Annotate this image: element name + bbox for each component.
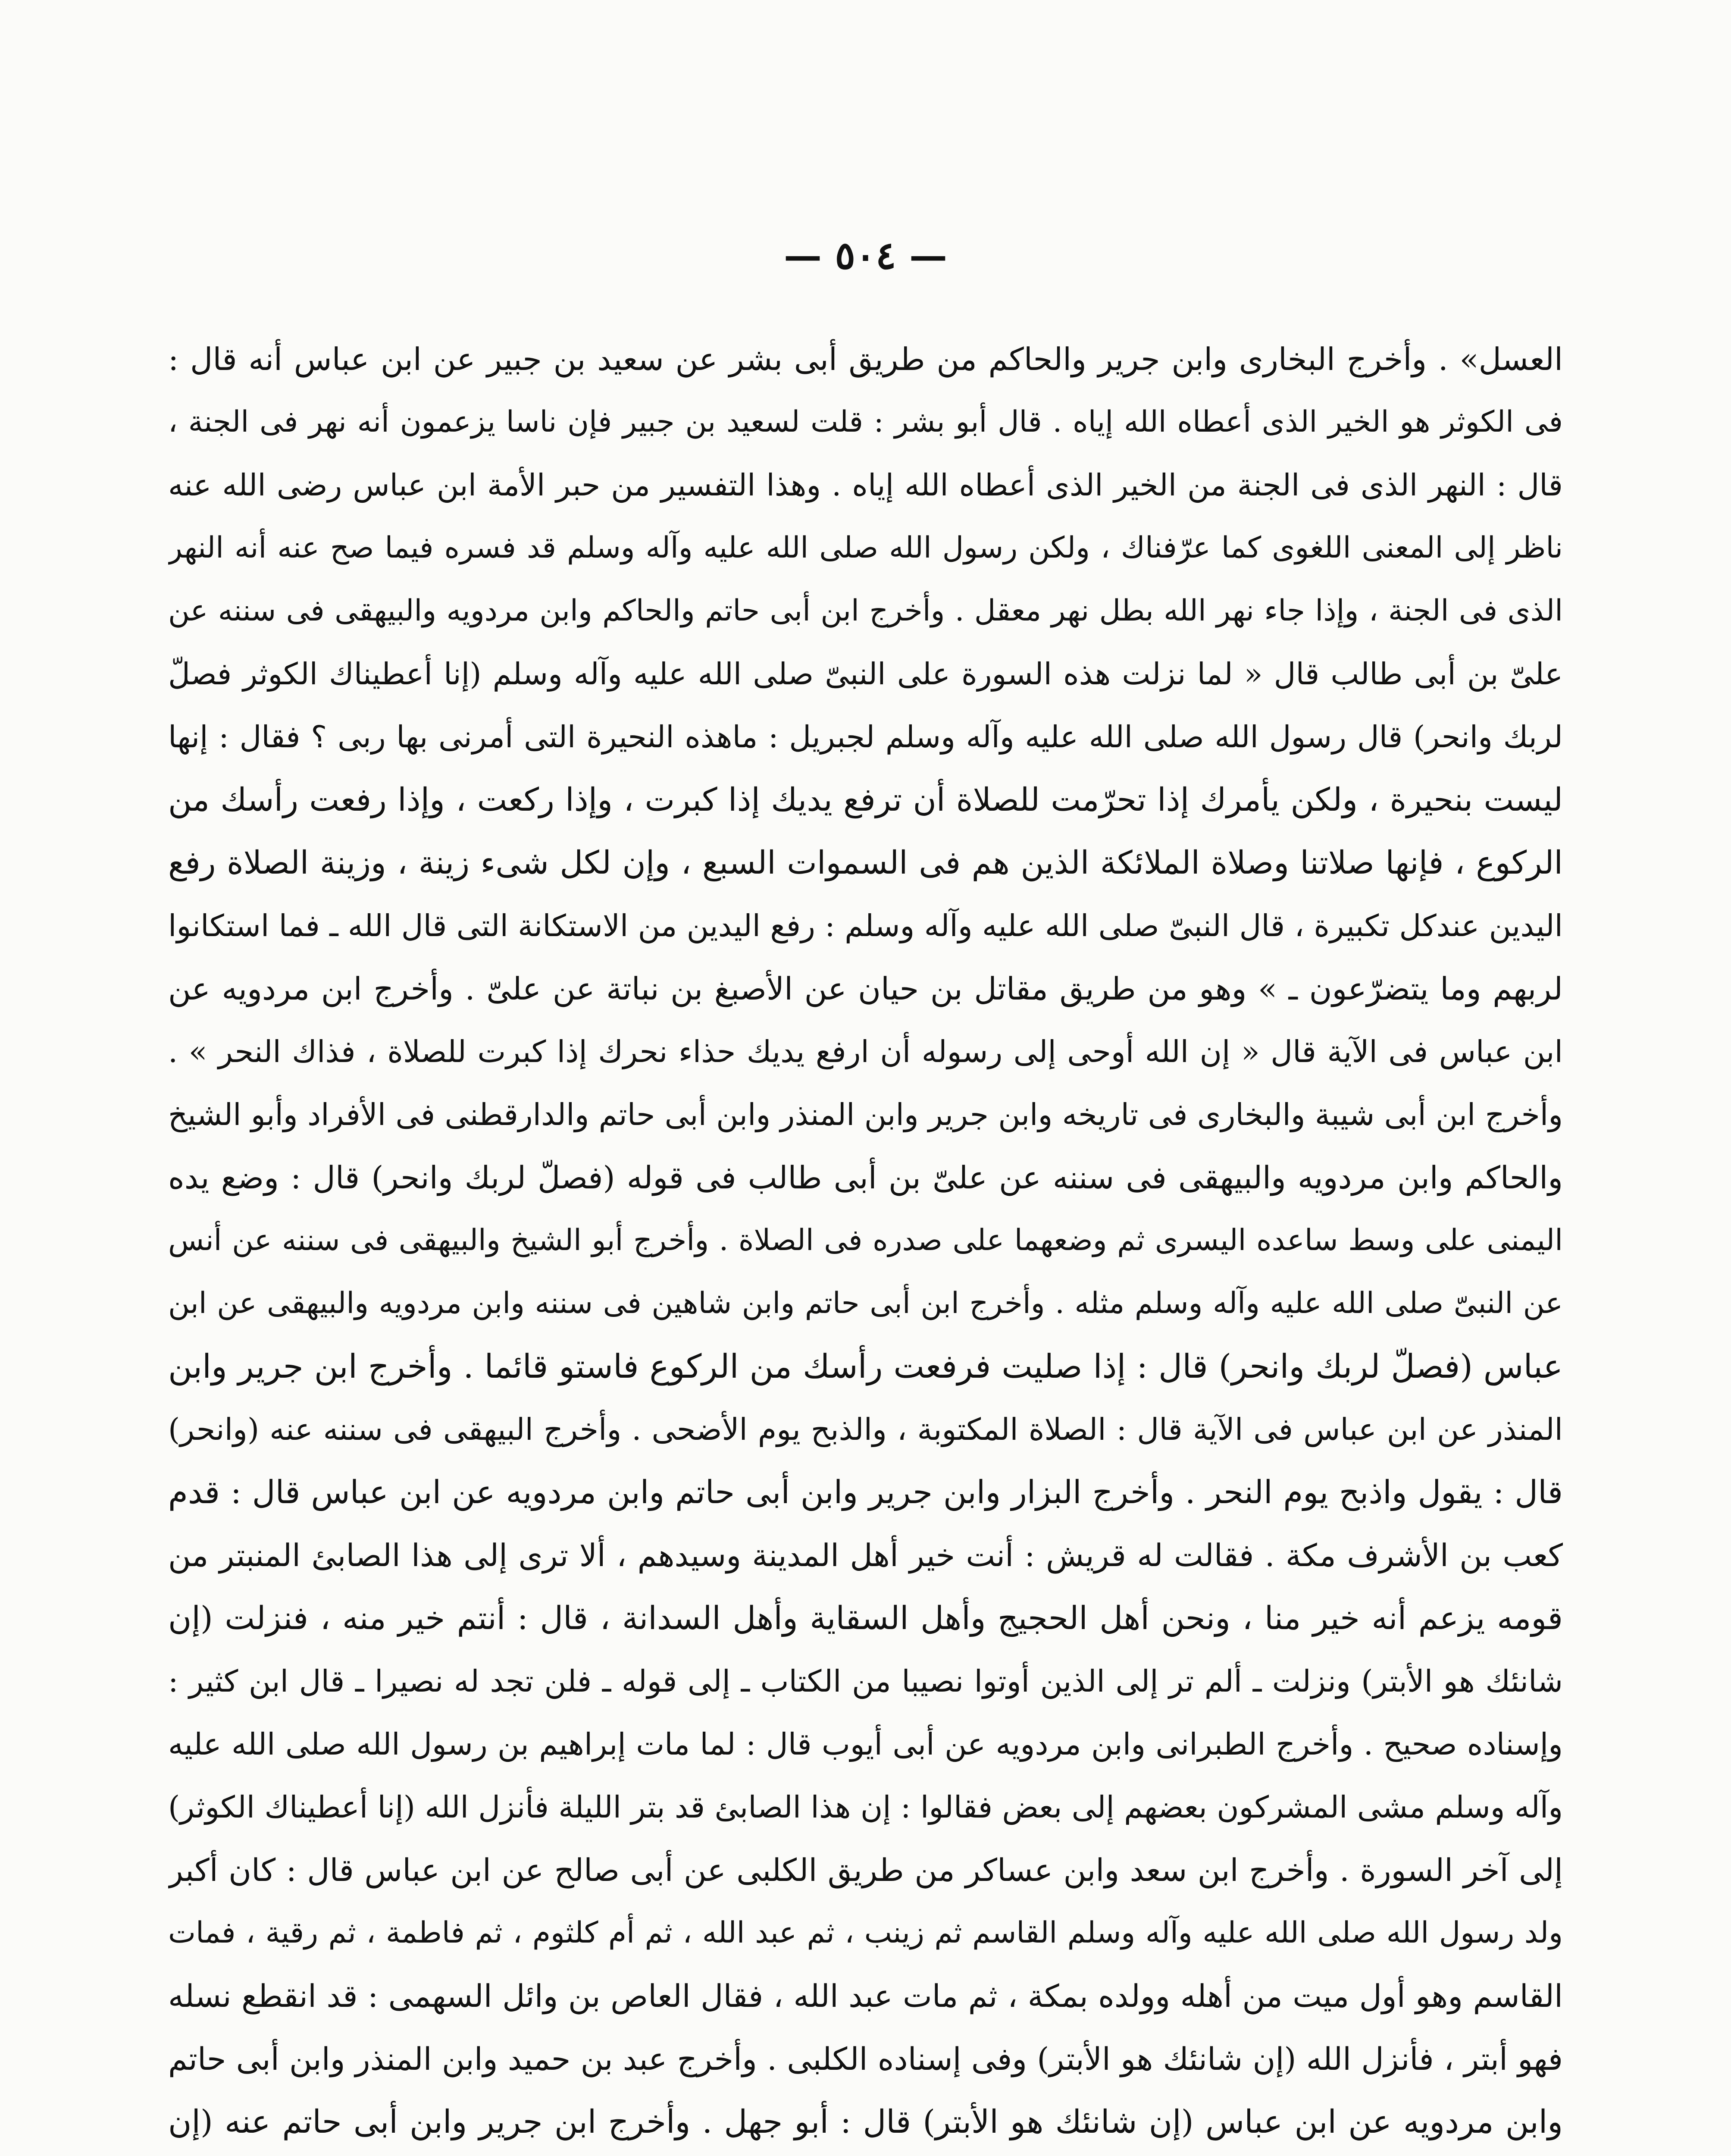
page-number: — ٥٠٤ —	[783, 233, 948, 278]
text-line: علىّ بن أبى طالب قال « لما نزلت هذه السورة على النبىّ صلى الله عليه وآله وسلم (إنا أعطيناك الكوثر فصلّ	[168, 656, 1563, 692]
text-line: وأخرج ابن أبى شيبة والبخارى فى تاريخه وابن جرير وابن المنذر وابن أبى حاتم والدارقطنى فى الأفراد وأبو الشيخ	[168, 1097, 1563, 1132]
text-line: ولد رسول الله صلى الله عليه وآله وسلم القاسم ثم زينب ، ثم عبد الله ، ثم أم كلثوم ، ثم فاطمة ، ثم رقية ، فمات	[168, 1916, 1563, 1950]
text-line: وآله وسلم مشى المشركون بعضهم إلى بعض فقالوا : إن هذا الصابئ قد بتر الليلة فأنزل الله (إنا أعطيناك الكوثر)	[168, 1789, 1563, 1825]
text-line: ابن عباس فى الآية قال « إن الله أوحى إلى رسوله أن ارفع يديك حذاء نحرك إذا كبرت للصلاة ، فذاك النحر » .	[168, 1034, 1563, 1069]
text-line: قومه يزعم أنه خير منا ، ونحن أهل الحجيج وأهل السقاية وأهل السدانة ، قال : أنتم خير منه ، فنزلت (إن	[168, 1600, 1563, 1637]
text-line: قال : النهر الذى فى الجنة من الخير الذى أعطاه الله إياه . وهذا التفسير من حبر الأمة ابن عباس رضى الله عنه	[168, 467, 1563, 503]
text-line: اليمنى على وسط ساعده اليسرى ثم وضعهما على صدره فى الصلاة . وأخرج أبو الشيخ والبيهقى فى سننه عن أنس	[168, 1223, 1563, 1257]
text-line: والحاكم وابن مردويه والبيهقى فى سننه عن علىّ بن أبى طالب فى قوله (فصلّ لربك وانحر) قال : وضع يده	[168, 1159, 1563, 1196]
text-line: الركوع ، فإنها صلاتنا وصلاة الملائكة الذين هم فى السموات السبع ، وإن لكل شىء زينة ، وزينة الصلاة رفع	[168, 844, 1563, 881]
text-line: كعب بن الأشرف مكة . فقالت له قريش : أنت خير أهل المدينة وسيدهم ، ألا ترى إلى هذا الصابئ المنبتر من	[168, 1537, 1563, 1573]
text-line: اليدين عندكل تكبيرة ، قال النبىّ صلى الله عليه وآله وسلم : رفع اليدين من الاستكانة التى قال الله ـ فما استكانوا	[168, 908, 1563, 943]
text-line: شانئك هو الأبتر) ونزلت ـ ألم تر إلى الذين أوتوا نصيبا من الكتاب ـ إلى قوله ـ فلن تجد له نصيرا ـ قال ابن كثير :	[168, 1664, 1563, 1699]
text-line: فى الكوثر هو الخير الذى أعطاه الله إياه . قال أبو بشر : قلت لسعيد بن جبير فإن ناسا يزعمون أنه نهر فى الجنة ،	[168, 405, 1563, 439]
text-line: إلى آخر السورة . وأخرج ابن سعد وابن عساكر من طريق الكلبى عن أبى صالح عن ابن عباس قال : كان أكبر	[168, 1852, 1563, 1888]
text-line: المنذر عن ابن عباس فى الآية قال : الصلاة المكتوبة ، والذبح يوم الأضحى . وأخرج البيهقى فى سننه عنه (وانحر)	[168, 1412, 1563, 1447]
text-line: الذى فى الجنة ، وإذا جاء نهر الله بطل نهر معقل . وأخرج ابن أبى حاتم والحاكم وابن مردويه والبيهقى فى سننه عن	[168, 594, 1563, 628]
text-line: وإسناده صحيح . وأخرج الطبرانى وابن مردويه عن أبى أيوب قال : لما مات إبراهيم بن رسول الله صلى الله عليه	[168, 1727, 1563, 1762]
text-line: لربهم وما يتضرّعون ـ » وهو من طريق مقاتل بن حيان عن الأصبغ بن نباتة عن علىّ . وأخرج ابن مردويه عن	[168, 971, 1563, 1007]
text-line	[168, 2153, 1563, 2156]
text-line: ليست بنحيرة ، ولكن يأمرك إذا تحرّمت للصلاة أن ترفع يديك إذا كبرت ، وإذا ركعت ، وإذا رفعت رأسك من	[168, 781, 1563, 818]
text-line: لربك وانحر) قال رسول الله صلى الله عليه وآله وسلم لجبريل : ماهذه النحيرة التى أمرنى بها ربى ؟ فقال : إنها	[168, 719, 1563, 755]
body-text	[168, 328, 1563, 2156]
text-line: عن النبىّ صلى الله عليه وآله وسلم مثله . وأخرج ابن أبى حاتم وابن شاهين فى سننه وابن مردويه والبيهقى عن ابن	[168, 1286, 1563, 1320]
text-line: ناظر إلى المعنى اللغوى كما عرّفناك ، ولكن رسول الله صلى الله عليه وآله وسلم قد فسره فيما صح عنه أنه النهر	[168, 531, 1563, 565]
text-line: وابن مردويه عن ابن عباس (إن شانئك هو الأبتر) قال : أبو جهل . وأخرج ابن جرير وابن أبى حاتم عنه (إن	[168, 2103, 1563, 2140]
text-line: فهو أبتر ، فأنزل الله (إن شانئك هو الأبتر) وفى إسناده الكلبى . وأخرج عبد بن حميد وابن المنذر وابن أبى حاتم	[168, 2041, 1563, 2077]
text-line: العسل» . وأخرج البخارى وابن جرير والحاكم من طريق أبى بشر عن سعيد بن جبير عن ابن عباس أنه قال :	[168, 341, 1563, 377]
text-line: قال : يقول واذبح يوم النحر . وأخرج البزار وابن جرير وابن أبى حاتم وابن مردويه عن ابن عباس قال : قدم	[168, 1474, 1563, 1511]
text-line: القاسم وهو أول ميت من أهله وولده بمكة ، ثم مات عبد الله ، فقال العاص بن وائل السهمى : قد انقطع نسله	[168, 1978, 1563, 2014]
text-line: عباس (فصلّ لربك وانحر) قال : إذا صليت فرفعت رأسك من الركوع فاستو قائما . وأخرج ابن جرير وابن	[168, 1347, 1563, 1385]
